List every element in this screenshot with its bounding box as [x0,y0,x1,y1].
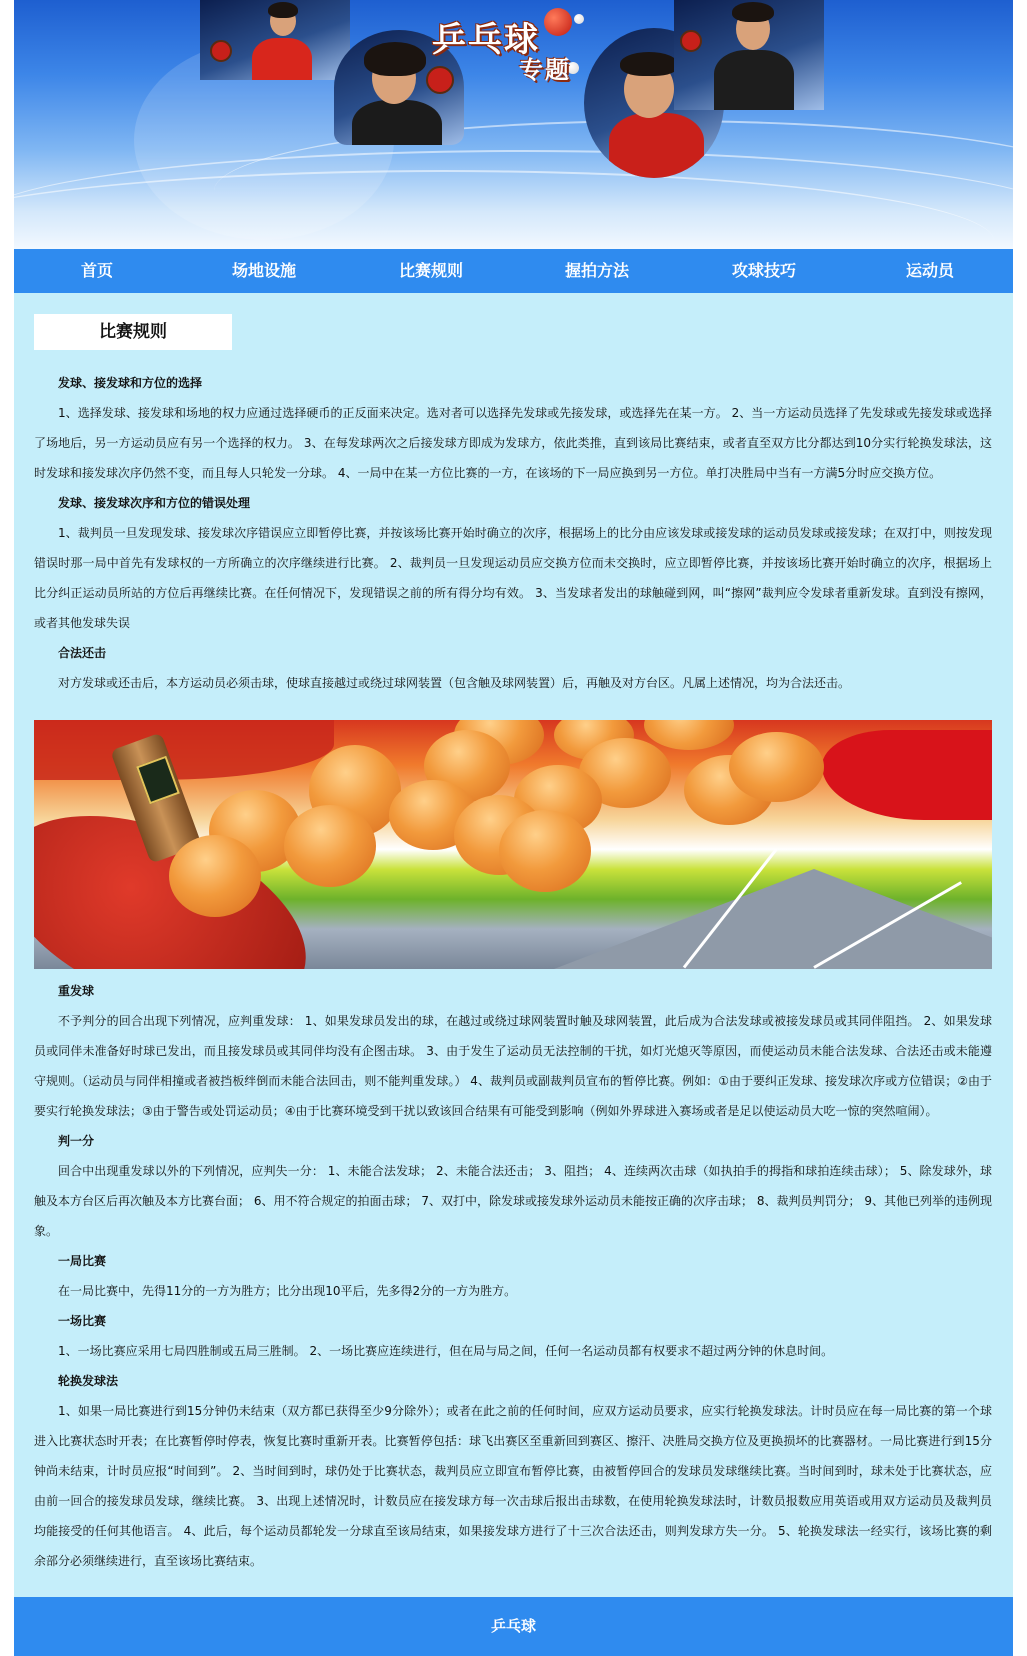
section-heading: 发球、接发球次序和方位的错误处理 [58,496,251,510]
section-heading: 判一分 [58,1134,95,1148]
section-body: 1、如果一局比赛进行到15分钟仍未结束（双方都已获得至少9分除外）；或者在此之前的任何时间，应双方运动员要求，应实行轮换发球法。计时员应在每一局比赛的第一个球进入比赛状态时开表；在比赛暂停时停表，恢复比赛时重新开表。比赛暂停包括：球飞出赛区至重新回到赛区、擦汗、决胜局交换方位及更换损坏的比赛器材。一局比赛进行到15分钟尚未结束，计时员应报“时间到”。 2、当时间到时，球仍处于比赛状态，裁判员应立即宣布暂停比赛，由被暂停回合的发球员发球继续比赛。当时间到时，球未处于比赛状态，应由前一回合的接发球员发球，继续比赛。 3、出现上述情况时，计数员应在接发球方每一次击球后报出击球数，在使用轮换发球法时，计数员报数应用英语或用双方运动员及裁判员均能接受的任何其他语言。 4、此后，每个运动员都轮发一分球直至该局结束，如果接发球方进行了十三次合法还击，则判发球方失一分。 5、轮换发球法一经实行，该场比赛的剩余部分必须继续进行，直至该场比赛结束。 [34,1404,992,1568]
section-heading: 轮换发球法 [58,1374,119,1388]
section-heading: 发球、接发球和方位的选择 [58,376,203,390]
footer-text: 乒乓球 [490,1617,536,1635]
nav-item-rules[interactable]: 比赛规则 [398,261,463,280]
page-title: 比赛规则 [34,314,232,350]
ball-icon [544,8,572,36]
section-heading: 重发球 [58,984,95,998]
header-banner [14,0,1013,249]
section-body: 1、裁判员一旦发现发球、接发球次序错误应立即暂停比赛，并按该场比赛开始时确立的次序，根据场上的比分由应该发球或接发球的运动员发球或接发球；在双打中，则按发现错误时那一局中首先有发球权的一方所确立的次序继续进行比赛。 2、裁判员一旦发现运动员应交换方位而未交换时，应立即暂停比赛，并按该场比赛开始时确立的次序，根据场上比分纠正运动员所站的方位后再继续比赛。在任何情况下，发现错误之前的所有得分均有效。 3、当发球者发出的球触碰到网，叫“擦网”裁判应令发球者重新发球。直到没有擦网，或者其他发球失误 [34,526,992,630]
section-body: 对方发球或还击后，本方运动员必须击球，使球直接越过或绕过球网装置（包含触及球网装置）后，再触及对方台区。凡属上述情况，均为合法还击。 [58,676,851,690]
section-heading: 一局比赛 [58,1254,107,1268]
nav-item-home[interactable]: 首页 [80,261,113,280]
nav-item-players[interactable]: 运动员 [905,261,954,280]
section-body: 不予判分的回合出现下列情况，应判重发球： 1、如果发球员发出的球，在越过或绕过球网装置时触及球网装置，此后成为合法发球或被接发球员或其同伴阻挡。 2、如果发球员或同伴未准备好时球已发出，而且接发球员或其同伴均没有企图击球。 3、由于发生了运动员无法控制的干扰，如灯光熄灭等原因，而使运动员未能合法发球、合法还击或未能遵守规则。（运动员与同伴相撞或者被挡板绊倒而未能合法回击，则不能判重发球。） 4、裁判员或副裁判员宣布的暂停比赛。例如：①由于要纠正发球、接发球次序或方位错误；②由于要实行轮换发球法；③由于警告或处罚运动员；④由于比赛环境受到干扰以致该回合结果有可能受到影响（例如外界球进入赛场或者是足以使运动员大吃一惊的突然喧闹）。 [34,1014,992,1118]
section-body: 1、选择发球、接发球和场地的权力应通过选择硬币的正反面来决定。选对者可以选择先发球或先接发球，或选择先在某一方。 2、当一方运动员选择了先发球或先接发球或选择了场地后，另一方运动员应有另一个选择的权力。 3、在每发球两次之后接发球方即成为发球方，依此类推，直到该局比赛结束，或者直至双方比分都达到10分实行轮换发球法，这时发球和接发球次序仍然不变，而且每人只轮发一分球。 4、一局中在某一方位比赛的一方，在该场的下一局应换到另一方位。单打决胜局中当有一方满5分时应交换方位。 [34,406,992,480]
rules-section-top [34,368,992,698]
player-photo [200,0,350,80]
banner-subtitle: 专题 [519,55,571,84]
section-heading: 一场比赛 [58,1314,107,1328]
section-body: 1、一场比赛应采用七局四胜制或五局三胜制。 2、一场比赛应连续进行，但在局与局之间，任何一名运动员都有权要求不超过两分钟的休息时间。 [58,1344,834,1358]
player-photo [674,0,824,110]
ball-icon [574,14,584,24]
main-nav [14,249,1013,293]
nav-item-technique[interactable]: 攻球技巧 [731,261,796,280]
nav-item-grip[interactable]: 握拍方法 [564,261,629,280]
section-body: 在一局比赛中，先得11分的一方为胜方；比分出现10平后，先多得2分的一方为胜方。 [58,1284,517,1298]
page-wrapper [14,0,1013,1656]
banner-title: 乒乓球 [432,20,540,60]
hero-image [34,720,992,969]
nav-item-venue[interactable]: 场地设施 [231,261,296,280]
rules-section-bottom [34,976,992,1576]
section-heading: 合法还击 [58,646,107,660]
section-body: 回合中出现重发球以外的下列情况，应判失一分： 1、未能合法发球； 2、未能合法还击； 3、阻挡； 4、连续两次击球（如执拍手的拇指和球拍连续击球）； 5、除发球外，球触及本方台区后再次触及本方比赛台面； 6、用不符合规定的拍面击球； 7、双打中，除发球或接发球外运动员未能按正确的次序击球； 8、裁判员判罚分； 9、其他已列举的违例现象。 [34,1164,992,1238]
footer [14,1597,1013,1656]
